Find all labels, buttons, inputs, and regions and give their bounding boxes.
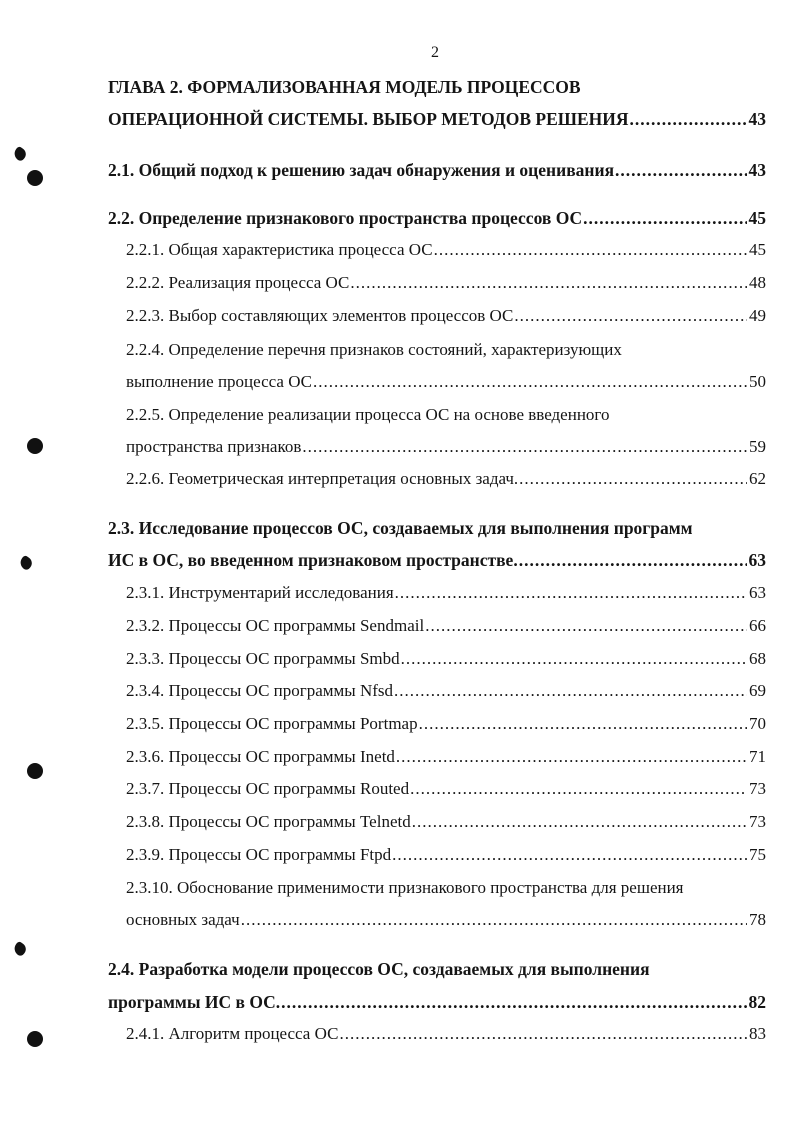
entry-title: 2.4.1. Алгоритм процесса ОС — [126, 1024, 339, 1043]
dot-leader — [434, 238, 747, 262]
dot-leader — [396, 745, 747, 769]
toc-entry-2-3-3 — [126, 647, 766, 671]
toc-entry-2-2-5 — [126, 435, 766, 459]
chapter-title-line-2: ОПЕРАЦИОННОЙ СИСТЕМЫ. ВЫБОР МЕТОДОВ РЕШЕНИЯ — [108, 109, 629, 129]
dot-leader — [339, 1022, 747, 1046]
chapter-title-line-1: ГЛАВА 2. ФОРМАЛИЗОВАННАЯ МОДЕЛЬ ПРОЦЕССОВ — [108, 77, 581, 97]
toc-entry-2-3-9 — [126, 843, 766, 867]
page-ref: 73 — [749, 779, 766, 798]
dot-leader — [241, 908, 747, 932]
entry-title: 2.2. Определение признакового пространства процессов ОС — [108, 208, 583, 228]
toc-entry-2-2-4-line-1: 2.2.4. Определение перечня признаков состояний, характеризующих — [126, 340, 622, 359]
punch-hole-mark — [27, 763, 43, 779]
entry-title: 2.2.6. Геометрическая интерпретация основных задач. — [126, 469, 519, 488]
toc-entry-2-3-4 — [126, 679, 766, 703]
page-ref: 82 — [748, 992, 766, 1012]
toc-entry-2-2-3 — [126, 304, 766, 328]
dot-leader — [394, 679, 747, 703]
dot-leader — [350, 271, 747, 295]
page-ref: 43 — [748, 160, 766, 180]
dot-leader — [313, 370, 747, 394]
dot-leader — [281, 990, 746, 1014]
page-ref: 45 — [749, 240, 766, 259]
toc-entry-2-3-5 — [126, 712, 766, 736]
page-ref: 73 — [749, 812, 766, 831]
toc-entry-2-1 — [108, 158, 766, 182]
toc-entry-2-3-2 — [126, 614, 766, 638]
page-ref: 49 — [749, 306, 766, 325]
dot-leader — [425, 614, 747, 638]
toc-entry-2-3-10-line-1: 2.3.10. Обоснование применимости признакового пространства для решения — [126, 878, 684, 897]
dot-leader — [392, 843, 747, 867]
page-ref: 66 — [749, 616, 766, 635]
entry-title: 2.3.2. Процессы ОС программы Sendmail — [126, 616, 425, 635]
toc-entry-2-2-1 — [126, 238, 766, 262]
dot-leader — [615, 158, 746, 182]
page-ref: 48 — [749, 273, 766, 292]
page-ref: 75 — [749, 845, 766, 864]
entry-title: ИС в ОС, во введенном признаковом пространстве. — [108, 550, 518, 570]
punch-hole-mark — [27, 170, 43, 186]
dot-leader — [410, 777, 747, 801]
entry-title: 2.3.3. Процессы ОС программы Smbd — [126, 649, 400, 668]
dot-leader — [419, 712, 747, 736]
toc-entry-2-3-line-1: 2.3. Исследование процессов ОС, создаваемых для выполнения программ — [108, 518, 693, 538]
page-ref: 63 — [748, 550, 766, 570]
entry-title: программы ИС в ОС. — [108, 992, 281, 1012]
entry-title: 2.3.9. Процессы ОС программы Ftpd — [126, 845, 392, 864]
entry-title: выполнение процесса ОС — [126, 372, 313, 391]
toc-entry-2-3-6 — [126, 745, 766, 769]
dot-leader — [519, 548, 747, 572]
toc-entry-2-3-7 — [126, 777, 766, 801]
toc-entry-2-2-6 — [126, 467, 766, 491]
toc-entry-2-2 — [108, 206, 766, 230]
dot-leader — [401, 647, 747, 671]
entry-title: 2.3.7. Процессы ОС программы Routed — [126, 779, 410, 798]
toc-entry-2-3-1 — [126, 581, 766, 605]
toc-entry-2-2-5-line-1: 2.2.5. Определение реализации процесса ОС на основе введенного — [126, 405, 610, 424]
page-number: 2 — [431, 44, 439, 61]
page-ref: 59 — [749, 437, 766, 456]
entry-title: 2.1. Общий подход к решению задач обнаружения и оценивания — [108, 160, 615, 180]
entry-title: 2.2.3. Выбор составляющих элементов процессов ОС — [126, 306, 514, 325]
page-ref: 71 — [749, 747, 766, 766]
dot-leader — [630, 107, 747, 131]
toc-entry-2-2-2 — [126, 271, 766, 295]
dot-leader — [583, 206, 746, 230]
dot-leader — [519, 467, 747, 491]
page-ref: 62 — [749, 469, 766, 488]
entry-title: 2.3.8. Процессы ОС программы Telnetd — [126, 812, 411, 831]
dot-leader — [412, 810, 747, 834]
toc-entry-2-3-8 — [126, 810, 766, 834]
page-ref: 78 — [749, 910, 766, 929]
entry-title: 2.3.1. Инструментарий исследования — [126, 583, 394, 602]
entry-title: 2.3.6. Процессы ОС программы Inetd — [126, 747, 395, 766]
punch-hole-mark — [27, 1031, 43, 1047]
page-ref: 68 — [749, 649, 766, 668]
toc-entry-2-2-4 — [126, 370, 766, 394]
toc-entry-2-3 — [108, 548, 766, 572]
page-ref: 69 — [749, 681, 766, 700]
page-ref: 50 — [749, 372, 766, 391]
toc-entry-chapter-2 — [108, 107, 766, 131]
entry-title: 2.3.4. Процессы ОС программы Nfsd — [126, 681, 394, 700]
entry-title: 2.2.1. Общая характеристика процесса ОС — [126, 240, 433, 259]
toc-entry-2-3-10 — [126, 908, 766, 932]
toc-entry-2-4-line-1: 2.4. Разработка модели процессов ОС, создаваемых для выполнения — [108, 959, 650, 979]
page-ref: 70 — [749, 714, 766, 733]
dot-leader — [514, 304, 747, 328]
page-ref: 83 — [749, 1024, 766, 1043]
entry-title: 2.2.2. Реализация процесса ОС — [126, 273, 350, 292]
page-ref: 43 — [748, 109, 766, 129]
toc-entry-2-4-1 — [126, 1022, 766, 1046]
entry-title: основных задач — [126, 910, 240, 929]
entry-title: пространства признаков — [126, 437, 302, 456]
punch-hole-mark — [27, 438, 43, 454]
page-ref: 63 — [749, 583, 766, 602]
entry-title: 2.3.5. Процессы ОС программы Portmap — [126, 714, 418, 733]
dot-leader — [302, 435, 747, 459]
toc-entry-2-4 — [108, 990, 766, 1014]
dot-leader — [395, 581, 747, 605]
page-ref: 45 — [748, 208, 766, 228]
